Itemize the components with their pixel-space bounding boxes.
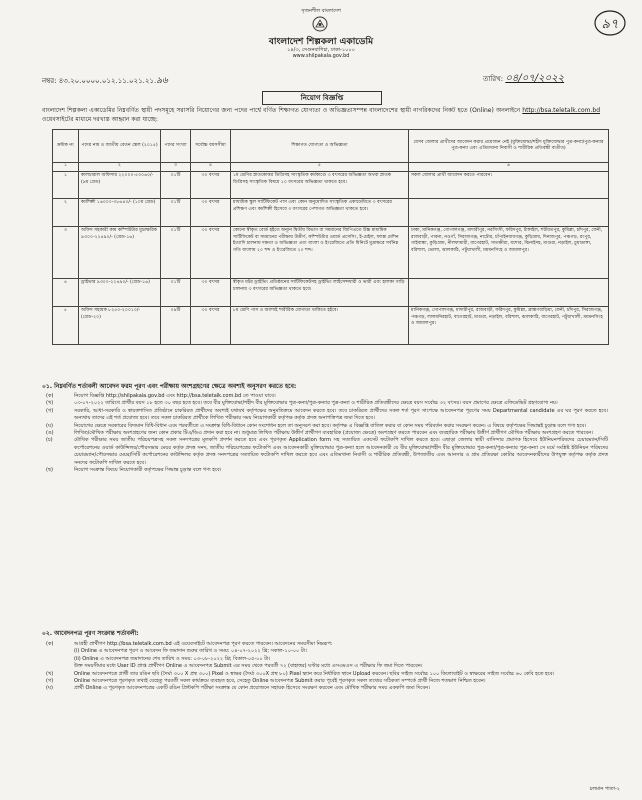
notice-title: নিয়োগ বিজ্ঞপ্তি (262, 91, 382, 105)
cell-districts: সকল জেলার প্রার্থী আবেদন করতে পারবেন। (409, 172, 609, 199)
memo-label: নম্বর: (42, 77, 57, 85)
cell-count: ০১টি (161, 227, 191, 279)
cell-qualification: ৮ম শ্রেণি পাস ও অবশ্যই শারীরিক যোগ্যতা থাকিতে হইবে। (231, 307, 409, 345)
cell-count: ০১টি (161, 172, 191, 199)
table-row (53, 227, 609, 279)
academy-logo-icon (312, 16, 328, 32)
date-label: তারিখ: (483, 75, 504, 83)
col-header-age: সর্বোচ্চ বয়সসীমা (191, 130, 231, 163)
clause-key: (ছ) (46, 467, 53, 474)
clause-text: ০৩-০৭-২০২২ তারিখে প্রার্থীর বয়স ১৮ হতে ৩০ বছর হতে হবে। তবে বীর মুক্তিযোদ্ধা/শহীদ বীর মুক্তিযোদ্ধার পুত্র-কন্যা/পুত্র-কন্যার পুত্র-কন্যা ও শারীরিক প্রতিবন্ধীদের ক্ষেত্রে বয়স সর্বোচ্চ ৩২ বৎসর। বয়স প্রমাণের ক্ষেত্রে এফিডেভিট গ্রহণযোগ্য নয়। (74, 400, 558, 407)
jobs-table (52, 129, 609, 345)
col-number: ৬ (409, 163, 609, 172)
clause-text: নিয়োগ বিজ্ঞপ্তি http://shilpakala.gov.bd এবং http://bsa.teletalk.com.bd তে পাওয়া যাবে। (74, 393, 276, 399)
cell-serial: ৪ (53, 279, 79, 307)
clause-text: লিখিত/মৌখিক পরীক্ষায় অংশগ্রহণের জন্য কোন প্রকার টিএ/ডিএ প্রদান করা হবে না। শুধুমাত্র লিখিত পরীক্ষায় উত্তীর্ণ প্রার্থীগণ ব্যবহারিক (প্রযোজ্য ক্ষেত্রে) অংশগ্রহণ করতে পারবেন এবং ব্যবহারিক পরীক্ষায় উত্তীর্ণ প্রার্থীগণ মৌখিক পরীক্ষায় অংশগ্রহণ করতে পারবেন। (74, 430, 594, 437)
col-header-count: পদের সংখ্যা (161, 130, 191, 163)
cell-qualification: স্বীকৃত মটর ড্রাইভিং প্রতিষ্ঠানের সার্টিফিকেটসহ ড্রাইভিং লাইসেন্সধারী ও ভারী এবং হালকা গাড়ি চালনায় ৩ বৎসরের অভিজ্ঞতা থাকতে হবে। (231, 279, 409, 307)
clause-text: নিয়োগের ক্ষেত্রে সরকারের বিদ্যমান বিধি-বিধান এবং পরবর্তীতে এ সংক্রান্ত বিধি-বিধানে কোন সংশোধন হলে তা অনুসরণ করা হবে। কর্তৃপক্ষ এ বিজ্ঞপ্তি বাতিল করার বা কোন সময় পরিবর্তন করার সংরক্ষণ করেন। এ বিষয়ে কর্তৃপক্ষের সিদ্ধান্তই চূড়ান্ত বলে গণ্য হবে। (74, 422, 587, 429)
clause-text: Online আবেদনপত্রে প্রার্থী তার রঙিন ছবি (দৈর্ঘ্য ৩০০ X প্রস্থ ৩০০) Pixel ও স্বাক্ষর (দৈর্ঘ্য ৩০০X প্রস্থ ৮০) Pixel স্ক্যান করে নির্ধারিত স্থানে Upload করবেন। ছবির সাইজ সর্বোচ্চ ১০০ কিলোবাইট ও স্বাক্ষরের সাইজ সর্বোচ্চ ৬০ কেবি হতে হবে। (74, 670, 555, 677)
section2-clauses (42, 641, 608, 693)
cell-age: ৩০ বৎসর (191, 199, 231, 227)
org-address-line: ১৪/৩, সেগুনবাগিচা, ঢাকা-১০০০ (287, 47, 355, 53)
clause (42, 437, 608, 467)
table-row (53, 172, 609, 199)
section1-title: ০১. নিম্নবর্ণিত শর্তাবলী আবেদন ফরম পূরণ এবং পরীক্ষায় অংশগ্রহণের ক্ষেত্রে অবশ্যই অনুসরণ করতে হবে: (42, 383, 297, 390)
clause (42, 467, 608, 474)
clause-key: (চ) (46, 437, 53, 444)
org-website: www.shilpakala.gov.bd (292, 53, 350, 59)
col-number: ৩ (161, 163, 191, 172)
clause (42, 663, 608, 670)
cell-serial: ২ (53, 199, 79, 227)
col-number: ১ (53, 163, 79, 172)
col-number: ৫ (231, 163, 409, 172)
cell-post: অফিস সহকারী কাম কম্পিউটার মুদ্রাক্ষরিক ৯৩০০-২২৪৯০/- (গ্রেড-১৬) (79, 227, 161, 279)
cell-count: ০১টি (161, 199, 191, 227)
clause-key (42, 663, 74, 670)
clause-key: (ক) (46, 393, 54, 399)
clause-text: Online আবেদনপত্রে পূরণকৃত তথ্যই যেহেতু পরবর্তী সকল কার্যক্রমে ব্যবহৃত হবে, সেহেতু Online আবেদনপত্র Submit করার পূর্বেই পূরণকৃত সকল তথ্যের সঠিকতা সম্পর্কে প্রার্থী নিজে শতভাগ নিশ্চিত হবেন। (74, 678, 486, 685)
clause-key (42, 648, 74, 655)
clause (42, 400, 608, 407)
cell-count: ০১টি (161, 279, 191, 307)
intro-paragraph (42, 106, 600, 124)
cell-districts (409, 199, 609, 227)
clause-text: সরকারি, আধা-সরকারি ও স্বায়ত্তশাসিত প্রতিষ্ঠানে চাকরিরত প্রার্থীদের অবশ্যই যথাযথ কর্তৃপক্ষের অনুমতিক্রমে আবেদন করতে হবে। তবে চাকরিরত প্রার্থীদের সকল শর্ত পূরণ সাপেক্ষে আবেদনপত্র পূরণের সময় Departmental candidate এর ঘর পূরণ করতে হবে। অন্যথায় তাদের এই শর্ত প্রযোজ্য হবে। তবে সকল চাকরিরত প্রার্থীকে লিখিত পরীক্ষার সময় নিয়োগকারী কর্তৃপক্ষ কর্তৃক প্রদত্ত অনাপত্তিপত্র জমা দিতে হবে। (74, 407, 608, 422)
clause (42, 408, 608, 423)
org-address (0, 47, 642, 59)
clause-text: (ii) Online এ আবেদনপত্র জমাদানের শেষ তারিখ ও সময়: ০৩-০৮-২০২২ খ্রি; বিকাল-০৫-০০ টা। (74, 655, 271, 662)
intro-link[interactable]: http://bsa.teletalk.com.bd (522, 107, 600, 114)
intro-tail: ওয়েবসাইটের মাধ্যমে দরখাস্ত আহ্বান করা যাচ্ছে: (42, 116, 158, 123)
col-header-serial: ক্রমিক নং (53, 130, 79, 163)
cell-age: ৩০ বৎসর (191, 279, 231, 307)
cell-age: ৩০ বৎসর (191, 307, 231, 345)
clause-text: মৌখিক পরীক্ষার সময় জাতীয় পরিচয়পত্রসহ সকল সনদপত্রের মূলকপি প্রদর্শন করতে হবে এবং পূরণকৃত Application form সহ সত্যায়িত একসেট ফটোকপি দাখিল করতে হবে। এছাড়া জেলার স্থায়ী বাসিন্দার প্রমাণক হিসেবে ইউনিয়নপরিষদের চেয়ারম্যান/সিটি কর্পোরেশনের ওয়ার্ড কাউন্সিলর/পৌরসভার মেয়র কর্তৃক প্রদত্ত সনদ, জাতীয় পরিচয়পত্রের ফটোকপি এবং আবেদনকারী মুক্তিযোদ্ধার পুত্র-কন্যা হলে আবেদনকারী যে বীর মুক্তিযোদ্ধা/শহীদ বীর মুক্তিযোদ্ধার পুত্র-কন্যা/পুত্র-কন্যার পুত্র-কন্যা সে মর্মে সংশ্লিষ্ট ইউনিয়ন পরিষদের চেয়ারম্যান/পৌরসভার মেয়র/সিটি কর্পোরেশনের কাউন্সিলর কর্তৃক প্রদত্ত সনদপত্রের সত্যায়িত ফটোকপি দাখিল করতে হবে এবং এতিমখানা নিবাসী ও শারীরিক প্রতিবন্ধী, উপজাতীয় এবং আনসার ও গ্রাম প্রতিরক্ষা কোটার আবেদনকারীদের উপযুক্ত কর্তৃপক্ষ কর্তৃক প্রদত্ত সনদের ফটোকপি দাখিল করতে হবে। (74, 437, 608, 466)
org-name: বাংলাদেশ শিল্পকলা একাডেমি (268, 37, 374, 47)
clause-text: (i) Online এ আবেদনপত্র পূরণ ও আবেদন ফি জমাদান শুরুর তারিখ ও সময়: ০৪-০৭-২০২২ খ্রি; সকাল-১০-০০ টা। (74, 648, 307, 655)
continued-page-label: চলমান পাতা-২ (589, 786, 620, 792)
memo-number (42, 73, 168, 88)
cell-count: ০৯টি (161, 307, 191, 345)
cell-post: ড্রাইভার ৯৩০০-২২৪৯০/- (গ্রেড-১৬) (79, 279, 161, 307)
col-header-post: পদের নাম ও জাতীয় বেতন স্কেল (২০১৫) (79, 130, 161, 163)
intro-text: বাংলাদেশ শিল্পকলা একাডেমির নিম্নবর্ণিত স্থায়ী পদসমূহে সরাসরি নিয়োগের জন্য পদের পার্শ্বে বর্ণিত শিক্ষাগত যোগ্যতা ও অভিজ্ঞতাসম্পন্ন বাংলাদেশের স্থায়ী নাগরিকদের নিকট হতে (Online) অনলাইনে (42, 107, 521, 114)
cell-serial: ৫ (53, 307, 79, 345)
cell-qualification: মাধ্যমিক স্কুল সার্টিফিকেট পাস এবং কোন অনুমোদিত সাংস্কৃতিক একাডেমিতে ৩ বৎসরের প্রশিক্ষণ এবং কর্মশিল্পী হিসেবে ৩ বৎসরের পেশাগত অভিজ্ঞতা থাকতে হবে। (231, 199, 409, 227)
cell-qualification: ১ম শ্রেণির স্নাতকোত্তর ডিগ্রিসহ সাংস্কৃতিক কর্মকাণ্ডে ৩ বৎসরের অভিজ্ঞতা অথবা স্নাতক ডিগ্রিসহ সাংস্কৃতিক বিষয়ে ১০ বৎসরের অভিজ্ঞতা থাকতে হবে। (231, 172, 409, 199)
clause-text: আগ্রহী প্রার্থীগণ http://bsa.teletalk.com.bd এই ওয়েবসাইটে আবেদনপত্র পূরণ করতে পারবেন। আবেদনের সময়সীমা নিম্নরূপ: (74, 641, 333, 647)
col-number: ২ (79, 163, 161, 172)
cell-districts (409, 279, 609, 307)
clause-key: (খ) (46, 400, 54, 407)
table-row (53, 279, 609, 307)
cell-districts: ঢাকা, মানিকগঞ্জ, গোপালগঞ্জ, মাদারীপুর, নরসিংদী, ফরিদপুর, টাঙ্গাইল, শরীয়তপুর, কুমিল্লা, চাঁদপুর, ফেনী, রাজবাড়ী, পাবনা, নওগাঁ, সিরাজগঞ্জ, নাটোর, চাঁপাইনবাবগঞ্জ, কুড়িগ্রাম, দিনাজপুর, পঞ্চগড়, রংপুর, গাইবান্ধা, কুড়িগ্রাম, নীলফামারী, বাগেরহাট, সাতক্ষীরা, যশোর, ঝিনাইদহ, মাগুরা, নড়াইল, চুয়াডাঙ্গা, বরিশাল, ভোলা, ঝালকাঠি, পটুয়াখালী, ময়মনসিংহ ও জামালপুর। (409, 227, 609, 279)
clause-key: (ঘ) (46, 422, 53, 429)
section1-clauses (42, 393, 608, 474)
col-number: ৪ (191, 163, 231, 172)
header-motto: সৃজনশীল বাংলাদেশ (301, 8, 341, 14)
table-number-row (53, 163, 609, 172)
table-row (53, 307, 609, 345)
section2-title: ০২. আবেদনপত্র পূরণ সংক্রান্ত শর্তাবলী: (42, 630, 139, 637)
clause (42, 423, 608, 430)
cell-age: ৩০ বৎসর (191, 172, 231, 199)
memo-date (483, 71, 564, 88)
memo-number-value: ৪৩.২০.০০০০.০১২.১১.০২১.২১. (58, 77, 157, 85)
cell-age: ৩০ বৎসর (191, 227, 231, 279)
clause (42, 648, 608, 655)
cell-qualification: কোনো স্বীকৃত বোর্ড হইতে অন্যূন দ্বিতীয় বিভাগ বা সমমানের জিপিএতে উচ্চ মাধ্যমিক সার্টিফিকেট বা সমমানের পরীক্ষায় উত্তীর্ণ, কম্পিউটার ওয়ার্ড প্রসেসিং, ই-মেইল, ফ্যাক্স মেশিন ইত্যাদি চালনায় দক্ষতা ও অভিজ্ঞতা এবং বাংলা ও ইংরেজিতে প্রতি মিনিটে মুদ্রাক্ষরে সর্বনিম্ন গতি বাংলায় ২০ শব্দ ও ইংরেজিতে ২০ শব্দ। (231, 227, 409, 279)
cell-post: কর্মশিল্পী ১৬০০০-৩৮৬৪০/- (১০ম গ্রেড) (79, 199, 161, 227)
clause-text: উক্ত সময়সীমার মধ্যে User ID প্রাপ্ত প্রার্থীগণ Online এ আবেদনপত্র Submit এর সময় থেকে পরবর্তী ৭২ (বাহাত্তর) ঘণ্টার মধ্যে এসএমএস এ পরীক্ষার ফি জমা দিতে পারবেন। (74, 663, 423, 670)
cell-post: অফিস সহায়ক ৮২৫০-২০০১০/- (গ্রেড-২০) (79, 307, 161, 345)
handwritten-page-mark (592, 8, 628, 38)
table-row (53, 199, 609, 227)
date-value: ০৪/০৭/২০২২ (505, 73, 565, 84)
clause-key: (গ) (46, 678, 54, 685)
clause-key: (ঙ) (46, 430, 54, 437)
memo-number-handwritten: ৯৬ (156, 76, 168, 86)
clause-key (42, 656, 74, 663)
clause-key: (খ) (46, 670, 54, 677)
clause (42, 671, 608, 678)
table-header-row (53, 130, 609, 163)
clause-key: (গ) (46, 407, 54, 414)
cell-post: কালচারাল অফিসার ২২০০০-৫৩০৬০/- (৯ম গ্রেড) (79, 172, 161, 199)
clause (42, 685, 608, 692)
cell-districts: মানিকগঞ্জ, গোপালগঞ্জ, মাদারীপুর, রাজবাড়ী, ফরিদপুর, কুমিল্লা, ব্রাহ্মণবাড়িয়া, ফেনী, চাঁদপুর, সিরাজগঞ্জ, পঞ্চগড়, লালমনিরহাট, বাগেরহাট, মাগুরা, নড়াইল, বরিশাল, ঝালকাঠি, বাগেরহাট, পটুয়াখালী, ময়মনসিংহ ও জামালপুর। (409, 307, 609, 345)
clause-text: প্রার্থী Online এ পূরণকৃত আবেদনপত্রের একটি রঙিন প্রিন্টকপি পরীক্ষা সংক্রান্ত যে কোন প্রয়োজনে সহায়ক হিসেবে সংরক্ষণ করবেন এবং মৌখিক পরীক্ষার সময় এককপি জমা দিবেন। (74, 685, 430, 692)
clause-text: নিয়োগ সংক্রান্ত বিষয়ে নিয়োগকারী কর্তৃপক্ষের সিদ্ধান্ত চূড়ান্ত বলে গণ্য হবে। (74, 467, 222, 474)
cell-serial: ১ (53, 172, 79, 199)
page-mark-text: ৯৭ (601, 17, 619, 32)
clause-key: (ঘ) (46, 685, 53, 692)
clause-key: (ক) (46, 641, 54, 647)
cell-serial: ৩ (53, 227, 79, 279)
col-header-qualification: শিক্ষাগত যোগ্যতা ও অভিজ্ঞতা (231, 130, 409, 163)
col-header-districts: যেসব জেলার প্রার্থীদের আবেদন করার প্রয়োজন নেই (মুক্তিযোদ্ধা/শহীদ মুক্তিযোদ্ধার পুত্র-কন্যা/পুত্র-কন্যার পুত্র-কন্যা এবং এতিমখানা নিবাসী ও শারীরিক প্রতিবন্ধী ব্যতীত) (409, 130, 609, 163)
